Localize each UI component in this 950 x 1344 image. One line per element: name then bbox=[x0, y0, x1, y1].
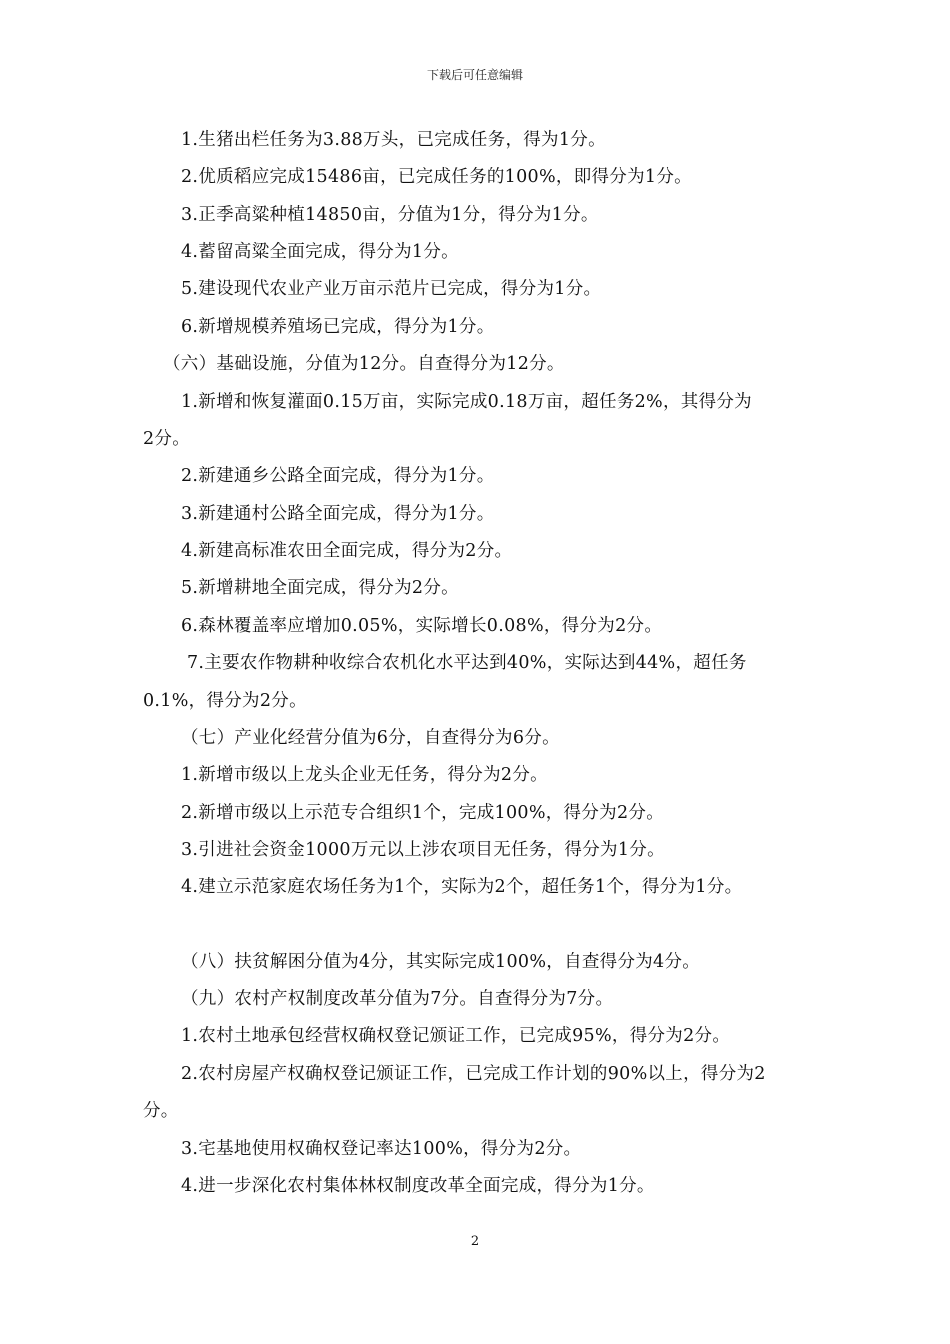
text-line: 5.新增耕地全面完成，得分为2分。 bbox=[181, 578, 459, 598]
text-line: 1.生猪出栏任务为3.88万头，已完成任务，得为1分。 bbox=[181, 130, 606, 150]
section-heading: （六）基础设施，分值为12分。自查得分为12分。 bbox=[163, 354, 565, 374]
text-line: 3.正季高粱种植14850亩，分值为1分，得分为1分。 bbox=[181, 205, 599, 225]
text-line: 6.森林覆盖率应增加0.05%，实际增长0.08%，得分为2分。 bbox=[181, 616, 663, 636]
section-heading: （八）扶贫解困分值为4分，其实际完成100%，自查得分为4分。 bbox=[181, 952, 701, 972]
text-line: 4.进一步深化农村集体林权制度改革全面完成，得分为1分。 bbox=[181, 1176, 655, 1196]
text-line-continuation: 2分。 bbox=[143, 429, 191, 449]
text-line: 3.新建通村公路全面完成，得分为1分。 bbox=[181, 504, 495, 524]
section-heading: （七）产业化经营分值为6分，自查得分为6分。 bbox=[181, 728, 560, 748]
text-line: 2.农村房屋产权确权登记颁证工作，已完成工作计划的90%以上，得分为2 bbox=[181, 1064, 766, 1084]
text-line: 4.蓄留高粱全面完成，得分为1分。 bbox=[181, 242, 459, 262]
text-line: 7.主要农作物耕种收综合农机化水平达到40%，实际达到44%，超任务 bbox=[187, 653, 747, 673]
text-line: 4.新建高标准农田全面完成，得分为2分。 bbox=[181, 541, 513, 561]
text-line: 1.农村土地承包经营权确权登记颁证工作，已完成95%，得分为2分。 bbox=[181, 1026, 731, 1046]
text-line: 4.建立示范家庭农场任务为1个，实际为2个，超任务1个，得分为1分。 bbox=[181, 877, 743, 897]
text-line: 2.新建通乡公路全面完成，得分为1分。 bbox=[181, 466, 495, 486]
text-line: 6.新增规模养殖场已完成，得分为1分。 bbox=[181, 317, 495, 337]
section-heading: （九）农村产权制度改革分值为7分。自查得分为7分。 bbox=[181, 989, 614, 1009]
text-line: 2.优质稻应完成15486亩，已完成任务的100%，即得分为1分。 bbox=[181, 167, 692, 187]
text-line: 1.新增和恢复灌面0.15万亩，实际完成0.18万亩，超任务2%，其得分为 bbox=[181, 392, 752, 412]
text-line: 3.宅基地使用权确权登记率达100%，得分为2分。 bbox=[181, 1139, 582, 1159]
text-line: 3.引进社会资金1000万元以上涉农项目无任务，得分为1分。 bbox=[181, 840, 665, 860]
text-line: 1.新增市级以上龙头企业无任务，得分为2分。 bbox=[181, 765, 548, 785]
text-line: 2.新增市级以上示范专合组织1个，完成100%，得分为2分。 bbox=[181, 803, 664, 823]
text-line: 5.建设现代农业产业万亩示范片已完成，得分为1分。 bbox=[181, 279, 602, 299]
page-number: 2 bbox=[470, 1234, 480, 1249]
page-header: 下载后可任意编辑 bbox=[426, 68, 523, 82]
text-line-continuation: 分。 bbox=[143, 1101, 179, 1121]
text-line-continuation: 0.1%，得分为2分。 bbox=[143, 691, 307, 711]
